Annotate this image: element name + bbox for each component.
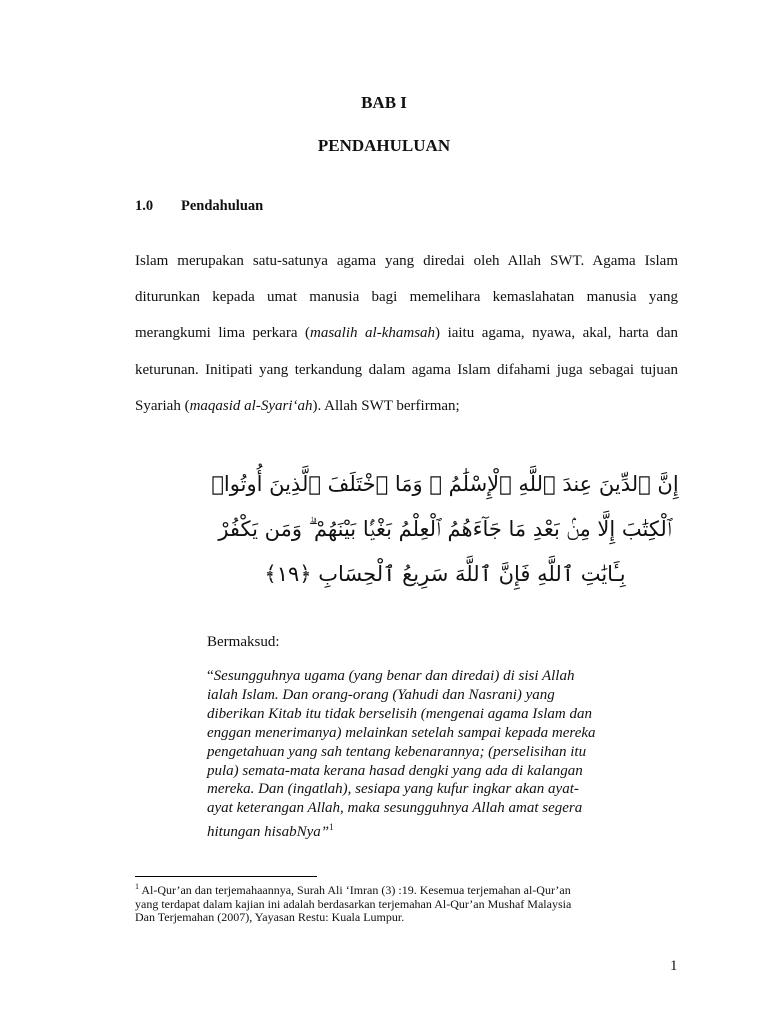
italic-term: masalih al-khamsah [310, 325, 436, 342]
quote-line: pengetahuan yang sah tentang kebenarannya; (perselisihan itu [207, 743, 587, 760]
paragraph-line: keturunan. Initipati yang terkandung dalam agama Islam difahami juga sebagai tujuan [135, 361, 678, 378]
footnote-line [135, 880, 680, 898]
quote-line [207, 667, 607, 686]
section-title: Pendahuluan [181, 198, 264, 214]
translation-quote [207, 667, 607, 842]
section-number: 1.0 [135, 198, 154, 214]
footnote [135, 880, 680, 925]
quote-line: mereka. Dan (ingatlah), sesiapa yang kufur ingkar akan ayat- [207, 781, 579, 798]
quote-line: diberikan Kitab itu tidak berselisih (mengenai agama Islam dan [207, 705, 592, 722]
verse-line: ٱلْكِتَٰبَ إِلَّا مِنۢ بَعْدِ مَا جَآءَهُمُ ٱلْعِلْمُ بَغْيًۢا بَيْنَهُمْ ۗ وَمَن يَكْفُرْ [218, 517, 672, 541]
footnote-reference[interactable]: 1 [329, 822, 334, 833]
quran-verse [205, 462, 685, 597]
quote-line [207, 818, 607, 842]
chapter-subtitle: PENDAHULUAN [317, 136, 451, 155]
quote-line: pula) semata-mata kerana hasad dengki yang ada di kalangan [207, 762, 583, 779]
paragraph-line: diturunkan kepada umat manusia bagi memelihara kemaslahatan manusia yang [135, 289, 678, 306]
page-number: 1 [670, 958, 678, 974]
quote-text: hitungan hisabNya [207, 824, 321, 841]
paragraph-text: merangkumi lima perkara ( [135, 325, 311, 342]
paragraph-text: ). Allah SWT berfirman; [312, 397, 460, 414]
paragraph-text: ) iaitu agama, nyawa, akal, harta dan [435, 325, 679, 342]
paragraph-line: Islam merupakan satu-satunya agama yang diredai oleh Allah SWT. Agama Islam [135, 253, 678, 269]
section-heading [135, 198, 263, 215]
body-paragraph [135, 243, 678, 424]
footnote-line: yang terdapat dalam kajian ini adalah berdasarkan terjemahan Al-Qur’an Mushaf Malaysia [135, 896, 572, 911]
italic-term: maqasid al-Syari‘ah [189, 397, 313, 414]
quote-line: ayat keterangan Allah, maka sesungguhnya Allah amat segera [207, 800, 583, 817]
quote-line: ialah Islam. Dan orang-orang (Yahudi dan Nasrani) yang [207, 686, 555, 703]
verse-line: إِنَّ ٱلدِّينَ عِندَ ٱللَّهِ ٱلْإِسْلَٰمُ ۗ وَمَا ٱخْتَلَفَ ٱلَّذِينَ أُوتُوا۟ [211, 472, 679, 496]
footnote-text: Al-Qur’an dan terjemahaannya, Surah Ali ‘Imran (3) :19. Kesemua terjemahan al-Qur’an [139, 883, 571, 897]
paragraph-text: Syariah ( [135, 397, 190, 414]
footnote-line: Dan Terjemahan (2007), Yayasan Restu: Kuala Lumpur. [135, 910, 405, 924]
quote-text: Sesungguhnya ugama (yang benar dan diredai) di sisi Allah [213, 668, 575, 684]
quote-line: enggan menerimanya) melainkan setelah sampai kepada mereka [207, 724, 596, 741]
paragraph-line [135, 315, 678, 351]
footnote-divider [135, 876, 317, 877]
close-quote: ” [320, 824, 330, 841]
open-quote: “ [207, 668, 214, 684]
paragraph-line [135, 388, 678, 424]
verse-line: بِـَٔايَٰتِ ٱللَّهِ فَإِنَّ ٱللَّهَ سَرِيعُ ٱلْحِسَابِ ﴿١٩﴾ [264, 562, 626, 586]
footnote-marker: 1 [135, 882, 139, 891]
meaning-label: Bermaksud: [207, 634, 280, 650]
chapter-title: BAB I [361, 93, 407, 112]
